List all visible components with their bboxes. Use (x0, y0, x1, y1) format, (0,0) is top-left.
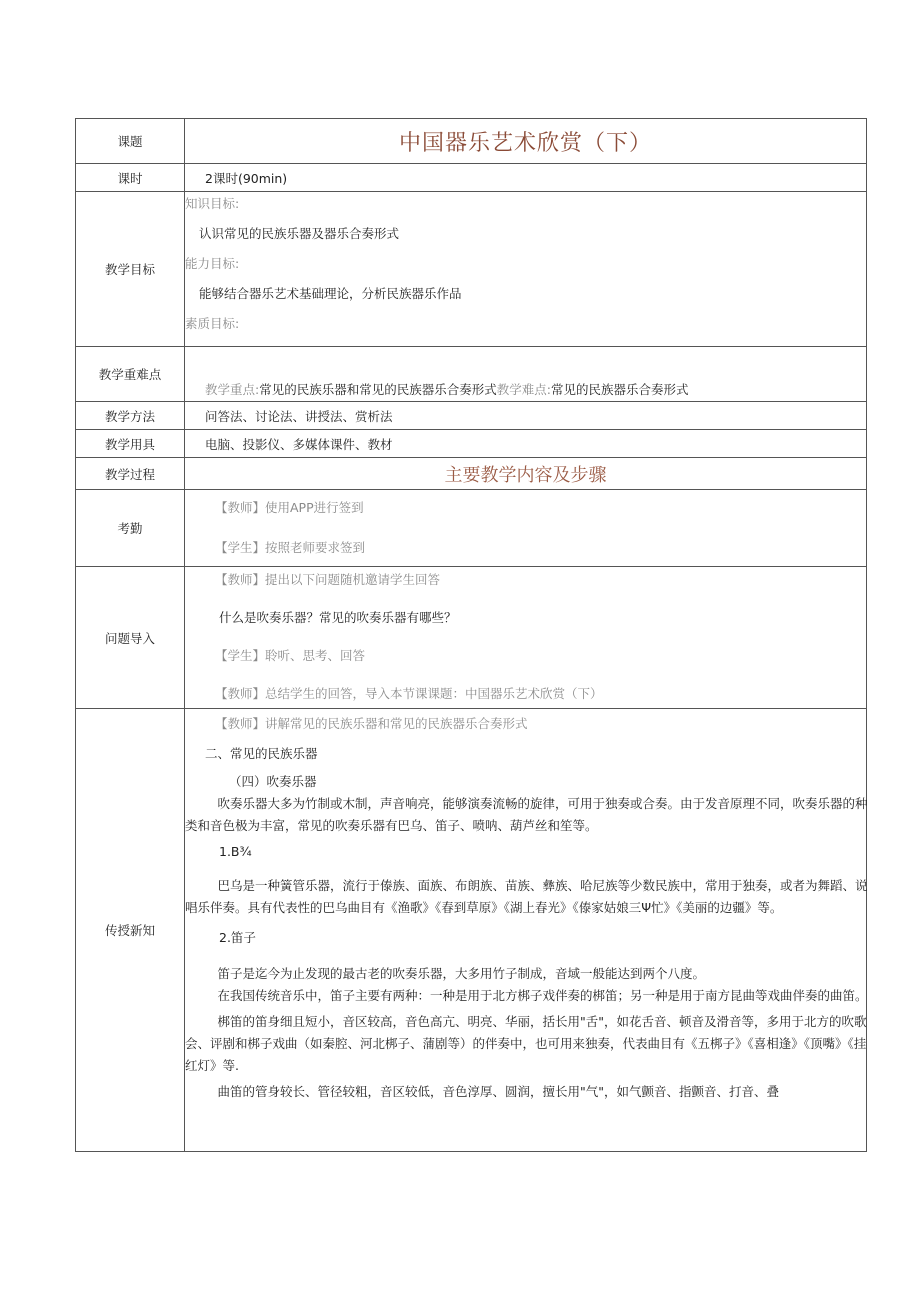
attendance-student: 【学生】按照老师要求签到 (215, 540, 366, 555)
subsection-heading: （四）吹奏乐器 (229, 774, 317, 789)
attendance-cell (185, 490, 867, 567)
intro-question: 什么是吹奏乐器？常见的吹奏乐器有哪些？ (219, 610, 457, 625)
attendance-teacher: 【教师】使用APP进行签到 (215, 500, 364, 515)
difficulty-body: 常见的民族器乐合奏形式 (550, 382, 689, 397)
item-1-heading: 1.B¾ (219, 844, 252, 859)
key-body: 常见的民族乐器和常见的民族器乐合奏形式 (259, 382, 497, 397)
paragraph-wind-instruments: 吹奏乐器大多为竹制或木制，声音响亮，能够演奏流畅的旋律，可用于独奏或合奏。由于发音原理不同，吹奏乐器的种类和音色极为丰富，常见的吹奏乐器有巴乌、笛子、喷呐、葫芦丝和笙等。 (185, 796, 868, 833)
item-2-heading: 2.笛子 (219, 930, 256, 945)
difficulty-heading: 教学难点: (496, 382, 551, 397)
methods-value: 问答法、讨论法、讲授法、赏析法 (185, 402, 867, 430)
attendance-label: 考勤 (76, 490, 185, 567)
ability-body: 能够结合器乐艺术基础理论，分析民族器乐作品 (199, 286, 462, 301)
hours-value: 2课时(90min) (185, 164, 867, 192)
tools-value: 电脑、投影仪、多媒体课件、教材 (185, 430, 867, 458)
teach-label: 传授新知 (76, 709, 185, 1152)
section-heading: 二、常见的民族乐器 (205, 746, 318, 761)
goals-cell (185, 192, 867, 347)
key-points-cell (185, 347, 867, 402)
row-attendance (76, 490, 867, 567)
row-tools (76, 430, 867, 458)
goals-label: 教学目标 (76, 192, 185, 347)
row-process-header (76, 458, 867, 490)
lesson-plan-table (75, 118, 867, 1152)
row-goals (76, 192, 867, 347)
intro-teacher-1: 【教师】提出以下问题随机邀请学生回答 (215, 572, 441, 587)
row-methods (76, 402, 867, 430)
hours-label: 课时 (76, 164, 185, 192)
paragraph-qudi: 曲笛的管身较长、管径较粗，音区较低，音色淳厚、圆润，擅长用"气"，如气颤音、指颤音、打音、叠 (217, 1084, 780, 1099)
row-intro (76, 567, 867, 709)
ability-heading: 能力目标: (185, 256, 240, 271)
intro-teacher-2: 【教师】总结学生的回答，导入本节课课题：中国器乐艺术欣赏（下） (215, 686, 603, 701)
row-teach (76, 709, 867, 1152)
knowledge-heading: 知识目标: (185, 196, 240, 211)
process-content-heading: 主要教学内容及步骤 (185, 458, 867, 490)
row-topic (76, 119, 867, 164)
key-heading: 教学重点: (205, 382, 260, 397)
teach-teacher: 【教师】讲解常见的民族乐器和常见的民族器乐合奏形式 (215, 716, 528, 731)
intro-label: 问题导入 (76, 567, 185, 709)
row-hours (76, 164, 867, 192)
teach-cell (185, 709, 867, 1152)
intro-cell (185, 567, 867, 709)
page-title: 中国器乐艺术欣赏（下） (185, 119, 867, 164)
knowledge-body: 认识常见的民族乐器及器乐合奏形式 (199, 226, 400, 241)
intro-student: 【学生】聆听、思考、回答 (215, 648, 366, 663)
paragraph-dizi-types: 在我国传统音乐中，笛子主要有两种：一种是用于北方梆子戏伴奏的梆笛；另一种是用于南方昆曲等戏曲伴奏的曲笛。 (217, 988, 868, 1003)
methods-label: 教学方法 (76, 402, 185, 430)
process-label: 教学过程 (76, 458, 185, 490)
quality-heading: 素质目标: (185, 316, 240, 331)
row-key-points (76, 347, 867, 402)
topic-label: 课题 (76, 119, 185, 164)
paragraph-bawu: 巴乌是一种簧管乐器，流行于傣族、面族、布朗族、苗族、彝族、哈尼族等少数民族中，常用于独奏，或者为舞蹈、说唱乐伴奏。具有代表性的巴乌曲目有《渔歌》《春到草原》《湖上春光》《傣家姑娘三Ψ忙》《美丽的边疆》等。 (185, 878, 868, 915)
tools-label: 教学用具 (76, 430, 185, 458)
paragraph-dizi-intro: 笛子是迄今为止发现的最古老的吹奏乐器，大多用竹子制成，音域一般能达到两个八度。 (217, 966, 706, 981)
key-points-label: 教学重难点 (76, 347, 185, 402)
paragraph-bangdi: 梆笛的笛身细且短小，音区较高，音色高亢、明亮、华丽，括长用"舌"，如花舌音、顿音及滑音等，多用于北方的吹歌会、评剧和梆子戏曲（如秦腔、河北梆子、蒲剧等）的伴奏中，也可用来独奏，代表曲目有《五梆子》《喜相逢》《顶嘴》《挂红灯》等. (185, 1014, 867, 1073)
